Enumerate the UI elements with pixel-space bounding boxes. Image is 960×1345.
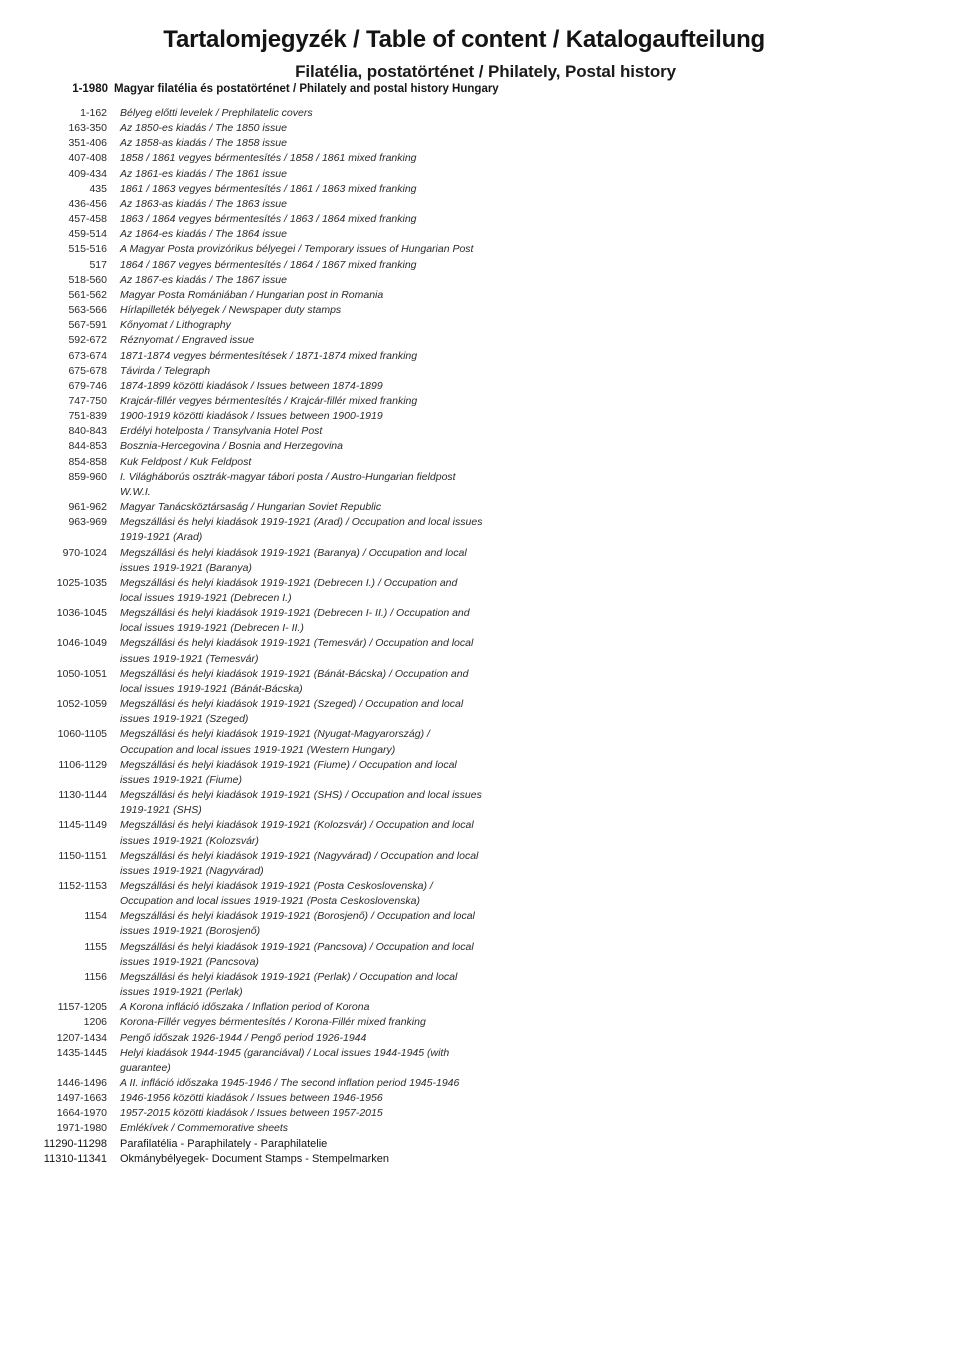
description-line: Hírlapilleték bélyegek / Newspaper duty stamps [120,304,342,317]
lot-range: 1106-1129 [58,758,107,771]
toc-entry [0,136,960,151]
toc-entry [0,333,960,348]
lot-range: 457-458 [68,213,107,226]
lot-range: 436-456 [68,197,107,210]
entry-description [120,1076,520,1091]
lot-range: 859-960 [68,470,107,483]
lot-range: 1-162 [80,107,107,119]
entry-description [120,409,520,424]
description-line: Korona-Fillér vegyes bérmentesítés / Korona-Fillér mixed franking [120,1016,426,1029]
entry-description [120,197,520,212]
toc-entry [0,1091,960,1106]
lot-range: 1025-1035 [56,576,107,589]
description-line: Megszállási és helyi kiadások 1919-1921 (Temesvár) / Occupation and local [120,637,474,650]
page-subtitle: Filatélia, postatörténet / Philately, Postal history [295,62,676,81]
lot-range: 1060-1105 [57,728,107,741]
description-line: 1957-2015 közötti kiadások / Issues between 1957-2015 [120,1107,383,1120]
toc-entry [0,546,960,576]
lot-range: 1207-1434 [56,1031,107,1044]
description-line: issues 1919-1921 (Perlak) [120,986,243,999]
entry-description [120,879,520,909]
description-line: Magyar Tanácsköztársaság / Hungarian Soviet Republic [120,501,382,514]
lot-range: 673-674 [68,349,107,362]
entry-description [120,258,520,273]
description-line: Az 1864-es kiadás / The 1864 issue [120,228,287,241]
lot-range: 459-514 [68,228,107,241]
entry-description [120,424,520,439]
lot-range: 407-408 [68,152,107,165]
description-line: Az 1863-as kiadás / The 1863 issue [120,197,287,210]
entry-description [120,379,520,394]
entry-description [120,727,520,757]
toc-entry [0,636,960,666]
lot-range: 1150-1151 [58,849,107,862]
toc-entry [0,227,960,242]
toc-entry [0,576,960,606]
description-line: Megszállási és helyi kiadások 1919-1921 (Fiume) / Occupation and local [120,758,457,771]
description-line: Megszállási és helyi kiadások 1919-1921 (Baranya) / Occupation and local [120,546,467,559]
description-line: Bosznia-Hercegovina / Bosnia and Herzegovina [120,440,343,453]
description-line: W.W.I. [120,485,151,498]
lot-range: 1157-1205 [57,1001,107,1014]
toc-entry [0,667,960,697]
entry-description [120,136,520,151]
toc-entry [0,1137,960,1152]
lot-range: 751-839 [68,410,107,423]
toc-entry [0,970,960,1000]
page-title: Tartalomjegyzék / Table of content / Katalogaufteilung [163,26,765,53]
toc-entry [0,439,960,454]
entry-description [120,818,520,848]
entry-description [120,515,520,545]
lot-range: 11290-11298 [43,1137,107,1150]
entry-description [120,470,520,500]
lot-range: 963-969 [68,516,107,529]
entry-description [120,1000,520,1015]
description-line: Megszállási és helyi kiadások 1919-1921 (Arad) / Occupation and local issues [120,516,483,529]
lot-range: 1446-1496 [56,1077,107,1089]
description-line: I. Világháborús osztrák-magyar tábori posta / Austro-Hungarian fieldpost [120,470,456,483]
lot-range: 840-843 [68,425,107,438]
description-line: Magyar Posta Romániában / Hungarian post in Romania [120,288,384,301]
lot-range: 1971-1980 [56,1122,107,1135]
entry-description [120,151,520,166]
lot-range: 567-591 [68,319,107,332]
toc-entry [0,788,960,818]
lot-range: 1156 [84,970,107,983]
entry-description [120,455,520,470]
description-line: issues 1919-1921 (Temesvár) [120,652,259,665]
description-line: guarantee) [120,1061,171,1074]
entry-description [120,1137,520,1152]
table-of-contents [0,106,960,1167]
entry-description [120,318,520,333]
lot-range: 11310-11341 [43,1152,107,1165]
lot-range: 518-560 [68,273,107,286]
lot-range: 1435-1445 [56,1046,107,1059]
lot-range: 844-853 [68,440,107,453]
entry-description [120,303,520,318]
description-line: issues 1919-1921 (Fiume) [120,773,242,786]
entry-description [120,212,520,227]
entry-description [120,364,520,379]
entry-description [120,1106,520,1121]
description-line: Távirda / Telegraph [120,364,211,377]
entry-description [120,909,520,939]
description-line: Az 1861-es kiadás / The 1861 issue [120,167,287,180]
lot-range: 1152-1153 [58,879,107,892]
toc-entry [0,242,960,257]
description-line: local issues 1919-1921 (Debrecen I- II.) [120,622,304,635]
description-line: Megszállási és helyi kiadások 1919-1921 (Debrecen I- II.) / Occupation and [120,607,470,620]
description-line: 1919-1921 (SHS) [120,804,202,817]
description-line: Kőnyomat / Lithography [120,319,231,332]
description-line: 1861 / 1863 vegyes bérmentesítés / 1861 / 1863 mixed franking [120,182,417,195]
entry-description [120,1015,520,1030]
lot-range: 1664-1970 [56,1107,107,1120]
entry-description [120,1152,520,1167]
description-line: 1946-1956 közötti kiadások / Issues between 1946-1956 [120,1092,383,1105]
entry-description [120,182,520,197]
description-line: A Magyar Posta provizórikus bélyegei / Temporary issues of Hungarian Post [120,243,474,256]
entry-description [120,288,520,303]
description-line: Pengő időszak 1926-1944 / Pengő period 1926-1944 [120,1031,367,1044]
lot-range: 679-746 [68,379,107,392]
description-line: Emlékívek / Commemorative sheets [120,1122,289,1135]
lot-range: 1497-1663 [56,1092,107,1105]
lot-range: 1050-1051 [56,667,107,680]
description-line: Megszállási és helyi kiadások 1919-1921 (Perlak) / Occupation and local [120,970,458,983]
toc-entry [0,394,960,409]
lot-range: 435 [89,182,107,195]
description-line: local issues 1919-1921 (Debrecen I.) [120,592,292,604]
toc-entry [0,1076,960,1091]
toc-entry [0,197,960,212]
entry-description [120,227,520,242]
toc-entry [0,424,960,439]
description-line: Helyi kiadások 1944-1945 (garanciával) / Local issues 1944-1945 (with [120,1046,450,1059]
entry-description [120,940,520,970]
lot-range: 1052-1059 [56,698,107,711]
toc-entry [0,364,960,379]
toc-entry [0,1000,960,1015]
description-line: Okmánybélyegek- Document Stamps - Stempelmarken [120,1152,389,1165]
entry-description [120,1046,520,1076]
toc-entry [0,1121,960,1136]
toc-entry [0,349,960,364]
section-range: 1-1980 [72,83,108,95]
toc-entry [0,606,960,636]
toc-entry [0,758,960,788]
lot-range: 351-406 [68,137,107,150]
description-line: Megszállási és helyi kiadások 1919-1921 (Bánát-Bácska) / Occupation and [120,667,469,680]
entry-description [120,394,520,409]
toc-entry [0,167,960,182]
entry-description [120,970,520,1000]
description-line: Parafilatélia - Paraphilately - Paraphilatelie [120,1137,328,1150]
description-line: Bélyeg előtti levelek / Prephilatelic covers [120,107,313,119]
lot-range: 1154 [84,910,107,923]
description-line: 1871-1874 vegyes bérmentesítések / 1871-1874 mixed franking [120,349,418,362]
lot-range: 1036-1045 [56,607,107,620]
section-heading [0,83,499,99]
entry-description [120,273,520,288]
toc-entry [0,258,960,273]
toc-entry [0,455,960,470]
lot-range: 563-566 [68,304,107,317]
entry-description [120,1091,520,1106]
lot-range: 1206 [83,1016,107,1029]
description-line: issues 1919-1921 (Szeged) [120,713,249,726]
description-line: 1863 / 1864 vegyes bérmentesítés / 1863 / 1864 mixed franking [120,213,417,226]
toc-entry [0,818,960,848]
toc-entry [0,470,960,500]
section-title: Magyar filatélia és postatörténet / Philately and postal history Hungary [114,83,499,95]
description-line: A Korona infláció időszaka / Inflation period of Korona [120,1001,370,1014]
entry-description [120,167,520,182]
lot-range: 163-350 [68,122,107,135]
description-line: Az 1867-es kiadás / The 1867 issue [120,273,287,286]
description-line: Megszállási és helyi kiadások 1919-1921 (Borosjenő) / Occupation and local [120,910,475,923]
toc-entry [0,1046,960,1076]
lot-range: 517 [89,258,107,271]
toc-entry [0,1031,960,1046]
description-line: Megszállási és helyi kiadások 1919-1921 (Kolozsvár) / Occupation and local [120,819,474,832]
description-line: Megszállási és helyi kiadások 1919-1921 (Nagyvárad) / Occupation and local [120,849,479,862]
toc-entry [0,273,960,288]
lot-range: 961-962 [68,501,107,514]
entry-description [120,849,520,879]
entry-description [120,242,520,257]
lot-range: 1155 [84,940,107,953]
description-line: Krajcár-fillér vegyes bérmentesítés / Krajcár-fillér mixed franking [120,394,418,407]
entry-description [120,333,520,348]
toc-entry [0,515,960,545]
lot-range: 854-858 [68,455,107,468]
lot-range: 1130-1144 [58,789,107,802]
toc-entry [0,182,960,197]
description-line: Megszállási és helyi kiadások 1919-1921 (Debrecen I.) / Occupation and [120,576,458,589]
toc-entry [0,379,960,394]
description-line: Az 1858-as kiadás / The 1858 issue [120,137,287,150]
description-line: Kuk Feldpost / Kuk Feldpost [120,455,252,468]
description-line: issues 1919-1921 (Nagyvárad) [120,864,264,877]
entry-description [120,697,520,727]
description-line: Erdélyi hotelposta / Transylvania Hotel Post [120,425,323,438]
entry-description [120,546,520,576]
description-line: Occupation and local issues 1919-1921 (Western Hungary) [120,743,396,756]
lot-range: 409-434 [68,167,107,180]
entry-description [120,788,520,818]
toc-entry [0,849,960,879]
entry-description [120,1031,520,1046]
entry-description [120,667,520,697]
lot-range: 675-678 [68,364,107,377]
toc-entry [0,940,960,970]
description-line: Megszállási és helyi kiadások 1919-1921 (Nyugat-Magyarország) / [120,728,430,741]
toc-entry [0,727,960,757]
toc-entry [0,500,960,515]
description-line: Megszállási és helyi kiadások 1919-1921 (Szeged) / Occupation and local [120,698,464,711]
toc-entry [0,121,960,136]
description-line: Megszállási és helyi kiadások 1919-1921 (Posta Ceskoslovenska) / [120,879,433,892]
lot-range: 592-672 [68,334,107,347]
description-line: Az 1850-es kiadás / The 1850 issue [120,122,287,135]
toc-entry [0,1106,960,1121]
description-line: 1874-1899 közötti kiadások / Issues between 1874-1899 [120,379,383,392]
toc-entry [0,1015,960,1030]
description-line: Megszállási és helyi kiadások 1919-1921 (SHS) / Occupation and local issues [120,789,482,802]
description-line: 1900-1919 közötti kiadások / Issues between 1900-1919 [120,410,383,423]
entry-description [120,758,520,788]
toc-entry [0,909,960,939]
description-line: issues 1919-1921 (Pancsova) [120,955,259,968]
lot-range: 515-516 [68,243,107,256]
description-line: issues 1919-1921 (Baranya) [120,561,252,574]
toc-entry [0,318,960,333]
description-line: Occupation and local issues 1919-1921 (Posta Ceskoslovenska) [120,895,421,908]
toc-entry [0,303,960,318]
lot-range: 1046-1049 [56,637,107,650]
toc-entry [0,288,960,303]
entry-description [120,636,520,666]
description-line: issues 1919-1921 (Borosjenő) [120,925,261,938]
description-line: local issues 1919-1921 (Bánát-Bácska) [120,682,303,695]
toc-entry [0,212,960,227]
description-line: Réznyomat / Engraved issue [120,334,255,347]
lot-range: 970-1024 [62,546,107,559]
toc-entry [0,879,960,909]
toc-entry [0,106,960,121]
entry-description [120,106,520,121]
toc-entry [0,1152,960,1167]
entry-description [120,500,520,515]
toc-entry [0,697,960,727]
toc-entry [0,409,960,424]
entry-description [120,121,520,136]
lot-range: 1145-1149 [58,819,107,832]
description-line: 1864 / 1867 vegyes bérmentesítés / 1864 / 1867 mixed franking [120,258,417,271]
description-line: 1919-1921 (Arad) [120,531,203,544]
entry-description [120,576,520,606]
description-line: Megszállási és helyi kiadások 1919-1921 (Pancsova) / Occupation and local [120,940,474,953]
entry-description [120,439,520,454]
lot-range: 561-562 [68,288,107,301]
description-line: issues 1919-1921 (Kolozsvár) [120,834,259,847]
lot-range: 747-750 [68,394,107,407]
toc-entry [0,151,960,166]
entry-description [120,606,520,636]
description-line: 1858 / 1861 vegyes bérmentesítés / 1858 / 1861 mixed franking [120,152,417,165]
description-line: A II. infláció időszaka 1945-1946 / The second inflation period 1945-1946 [120,1077,460,1089]
entry-description [120,1121,520,1136]
entry-description [120,349,520,364]
